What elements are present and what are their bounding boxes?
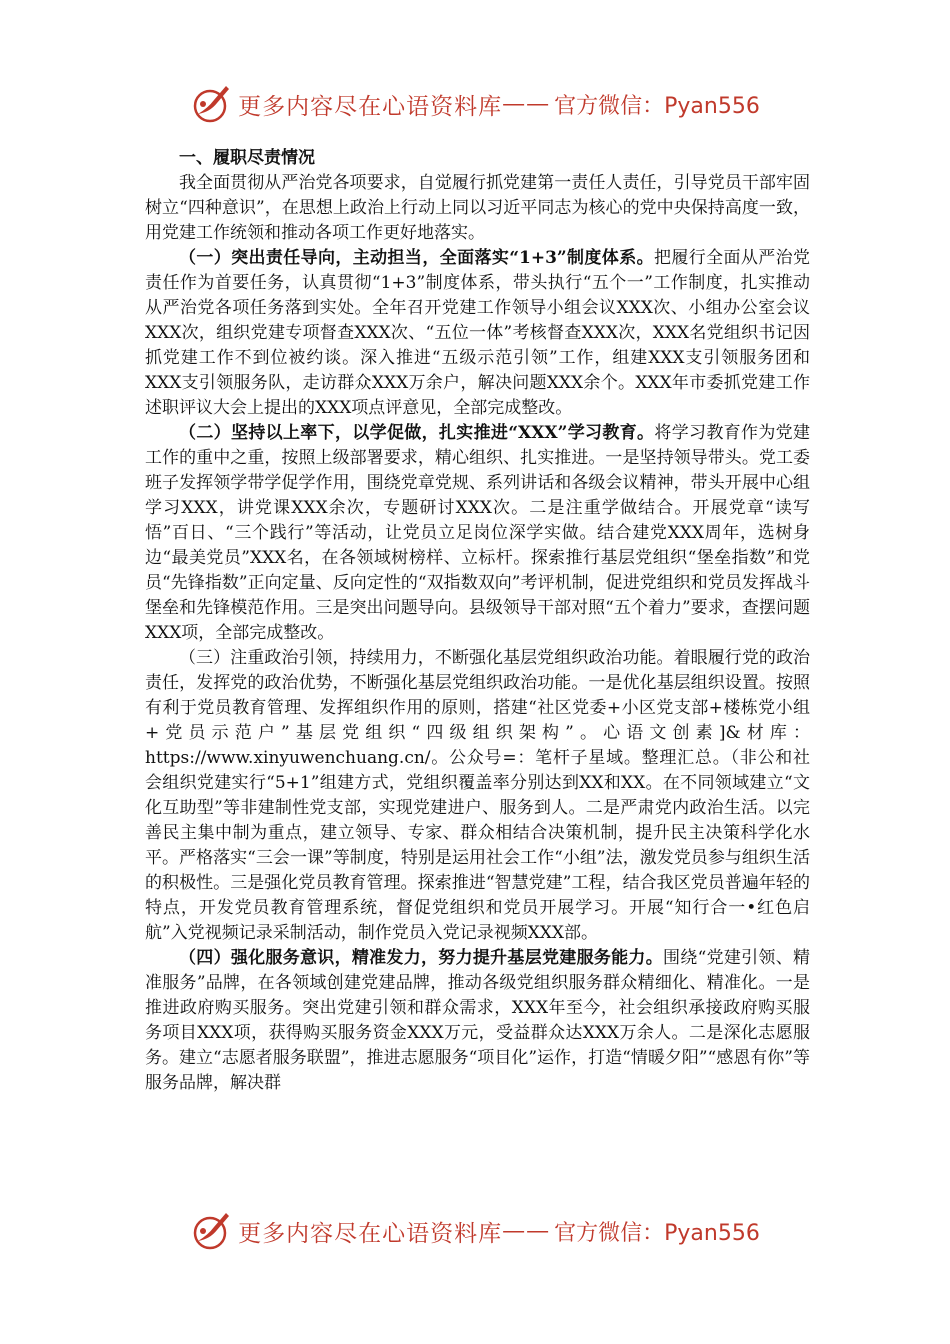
- pen-logo-icon: [190, 82, 234, 126]
- paragraph-2-title: （二）坚持以上率下，以学促做，扎实推进“XXX”学习教育。: [179, 423, 655, 443]
- paragraph-2-body: 将学习教育作为党建工作的重中之重，按照上级部署要求，精心组织、扎实推进。一是坚持领导带头。党工委班子发挥领学带学促学作用，围绕党章党规、系列讲话和各级会议精神，带头开展中心组学习XXX，讲党课XXX余次，专题研讨XXX次。二是注重学做结合。开展党章“读写悟”百日、“三个践行”等活动，让党员立足岗位深学实做。结合建党XXX周年，选树身边“最美党员”XXX名，在各领域树榜样、立标杆。探索推行基层党组织“堡垒指数”和党员“先锋指数”正向定量、反向定性的“双指数双向”考评机制，促进党组织和党员发挥战斗堡垒和先锋模范作用。三是突出问题导向。县级领导干部对照“五个着力”要求，查摆问题XXX项，全部完成整改。: [145, 423, 810, 643]
- intro-paragraph: 我全面贯彻从严治党各项要求，自觉履行抓党建第一责任人责任，引导党员干部牢固树立“四种意识”，在思想上政治上行动上同以习近平同志为核心的党中央保持高度一致，用党建工作统领和推动各项工作更好地落实。: [145, 173, 810, 243]
- paragraph-4-body: 围绕“党建引领、精准服务”品牌，在各领域创建党建品牌，推动各级党组织服务群众精细化、精准化。一是推进政府购买服务。突出党建引领和群众需求，XXX年至今，社会组织承接政府购买服务项目XXX项，获得购买服务资金XXX万元，受益群众达XXX万余人。二是深化志愿服务。建立“志愿者服务联盟”，推进志愿服务“项目化”运作，打造“情暖夕阳”“感恩有你”等服务品牌，解决群: [145, 948, 810, 1093]
- banner-text: 更多内容尽在心语资料库: [238, 1220, 503, 1247]
- banner-text: 更多内容尽在心语资料库: [238, 93, 503, 120]
- banner-separator: ——: [502, 1218, 551, 1244]
- paragraph-3: [145, 646, 810, 946]
- document-body: [145, 146, 810, 1096]
- header-watermark-banner: [0, 79, 950, 129]
- pen-logo-icon: [190, 1209, 234, 1253]
- section-heading: 一、履职尽责情况: [179, 148, 315, 168]
- paragraph-4-title: （四）强化服务意识，精准发力，努力提升基层党建服务能力。: [179, 948, 664, 968]
- paragraph-2: [145, 421, 810, 646]
- banner-wechat: 官方微信：Pyan556: [554, 1220, 760, 1246]
- paragraph-1-body: 把履行全面从严治党责任作为首要任务，认真贯彻“1+3”制度体系，带头执行“五个一”工作制度，扎实推动从严治党各项任务落到实处。全年召开党建工作领导小组会议XXX次、小组办公室会议XXX次，组织党建专项督查XXX次、“五位一体”考核督查XXX次，XXX名党组织书记因抓党建工作不到位被约谈。深入推进“五级示范引领”工作，组建XXX支引领服务团和XXX支引领服务队，走访群众XXX万余户，解决问题XXX余个。XXX年市委抓党建工作述职评议大会上提出的XXX项点评意见，全部完成整改。: [145, 248, 810, 418]
- banner-separator: ——: [502, 91, 551, 117]
- paragraph-1: [145, 246, 810, 421]
- footer-watermark-banner: [0, 1206, 950, 1256]
- paragraph-4: [145, 946, 810, 1096]
- paragraph-3-body: （三）注重政治引领，持续用力，不断强化基层党组织政治功能。着眼履行党的政治责任，发挥党的政治优势，不断强化基层党组织政治功能。一是优化基层组织设置。按照有利于党员教育管理、发挥组织作用的原则，搭建“社区党委+小区党支部+楼栋党小组+党员示范户”基层党组织“四级组织架构”。心语文创素]&材库：https://www.xinyuwenchuang.cn/。公众号=：笔杆子星域。整理汇总。（非公和社会组织党建实行“5+1”组建方式，党组织覆盖率分别达到XX和XX。在不同领域建立“文化互助型”等非建制性党支部，实现党建进户、服务到人。二是严肃党内政治生活。以完善民主集中制为重点，建立领导、专家、群众相结合决策机制，提升民主决策科学化水平。严格落实“三会一课”等制度，特别是运用社会工作“小组”法，激发党员参与组织生活的积极性。三是强化党员教育管理。探索推进“智慧党建”工程，结合我区党员普遍年轻的特点，开发党员教育管理系统，督促党组织和党员开展学习。开展“知行合一•红色启航”入党视频记录采制活动，制作党员入党记录视频XXX部。: [145, 648, 810, 943]
- paragraph-1-title: （一）突出责任导向，主动担当，全面落实“1+3”制度体系。: [179, 248, 654, 268]
- banner-wechat: 官方微信：Pyan556: [554, 93, 760, 119]
